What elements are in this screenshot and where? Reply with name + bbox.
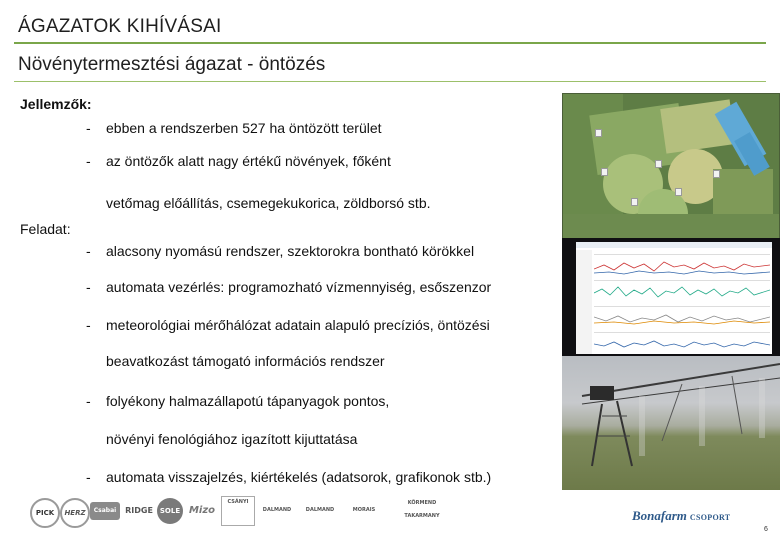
bullet-dash: - xyxy=(86,243,91,259)
chart-thumbnail xyxy=(594,307,770,329)
task-item: növényi fenológiához igazított kijuttatása xyxy=(106,431,358,447)
map-label xyxy=(675,188,682,196)
page-title: ÁGAZATOK KIHÍVÁSAI xyxy=(18,16,222,37)
morais-logo: MORAIS xyxy=(352,507,376,513)
map-label xyxy=(601,168,608,176)
pivot-irrigator-drawing xyxy=(562,356,780,490)
task-item: automata visszajelzés, kiértékelés (adatsorok, grafikonok stb.) xyxy=(106,469,492,485)
page-number: 6 xyxy=(764,526,768,533)
map-label xyxy=(595,129,602,137)
chart-thumbnail xyxy=(594,281,770,303)
dalmand-logo-2: DALMAND xyxy=(305,507,335,513)
kormend-logo: KÖRMEND xyxy=(407,500,437,506)
bullet-dash: - xyxy=(86,393,91,409)
subtitle-divider xyxy=(14,81,766,82)
bullet-dash: - xyxy=(86,120,91,136)
task-item: automata vezérlés: programozható vízmennyiség, esőszenzor xyxy=(106,279,492,295)
sole-logo: SOLE xyxy=(157,498,183,524)
bullet-dash: - xyxy=(86,279,91,295)
map-label xyxy=(631,198,638,206)
task-item: alacsony nyomású rendszer, szektorokra bontható körökkel xyxy=(106,243,475,259)
bullet-dash: - xyxy=(86,153,91,169)
bullet-dash: - xyxy=(86,469,91,485)
irrigation-pivot-photo xyxy=(562,356,780,490)
page-subtitle: Növénytermesztési ágazat - öntözés xyxy=(18,54,326,75)
chart-thumbnail xyxy=(594,255,770,277)
brand-suffix: CSOPORT xyxy=(689,513,731,522)
characteristics-item: vetőmag előállítás, csemegekukorica, zöldborsó stb. xyxy=(106,195,431,211)
chart-thumbnail xyxy=(594,333,770,355)
map-label xyxy=(713,170,720,178)
bullet-dash: - xyxy=(86,317,91,333)
tasks-heading: Feladat: xyxy=(20,221,71,237)
task-item: meteorológiai mérőhálózat adatain alapuló precíziós, öntözési xyxy=(106,317,490,333)
pick-logo: PICK xyxy=(30,498,60,528)
csabai-logo: Csabai xyxy=(90,502,120,520)
ridge-logo: RIDGE xyxy=(125,506,153,515)
characteristics-item: az öntözők alatt nagy értékű növények, főként xyxy=(106,153,391,169)
bonafarm-brand xyxy=(632,508,730,524)
characteristics-item: ebben a rendszerben 527 ha öntözött terület xyxy=(106,120,382,136)
dalmand-logo: DALMAND xyxy=(262,507,292,513)
title-divider xyxy=(14,42,766,44)
characteristics-heading: Jellemzők: xyxy=(20,96,92,112)
takarmany-logo: TAKARMANY xyxy=(404,513,440,519)
map-label xyxy=(655,160,662,168)
brand-name: Bonafarm xyxy=(632,508,687,523)
task-item: folyékony halmazállapotú tápanyagok pontos, xyxy=(106,393,390,409)
monitoring-dashboard-image xyxy=(562,238,780,358)
satellite-map-image xyxy=(562,93,780,243)
herz-logo: HERZ xyxy=(60,498,90,528)
mizo-logo: Mizo xyxy=(188,505,216,516)
csanyi-logo: CSÁNYI xyxy=(221,496,255,526)
task-item: beavatkozást támogató információs rendszer xyxy=(106,353,385,369)
